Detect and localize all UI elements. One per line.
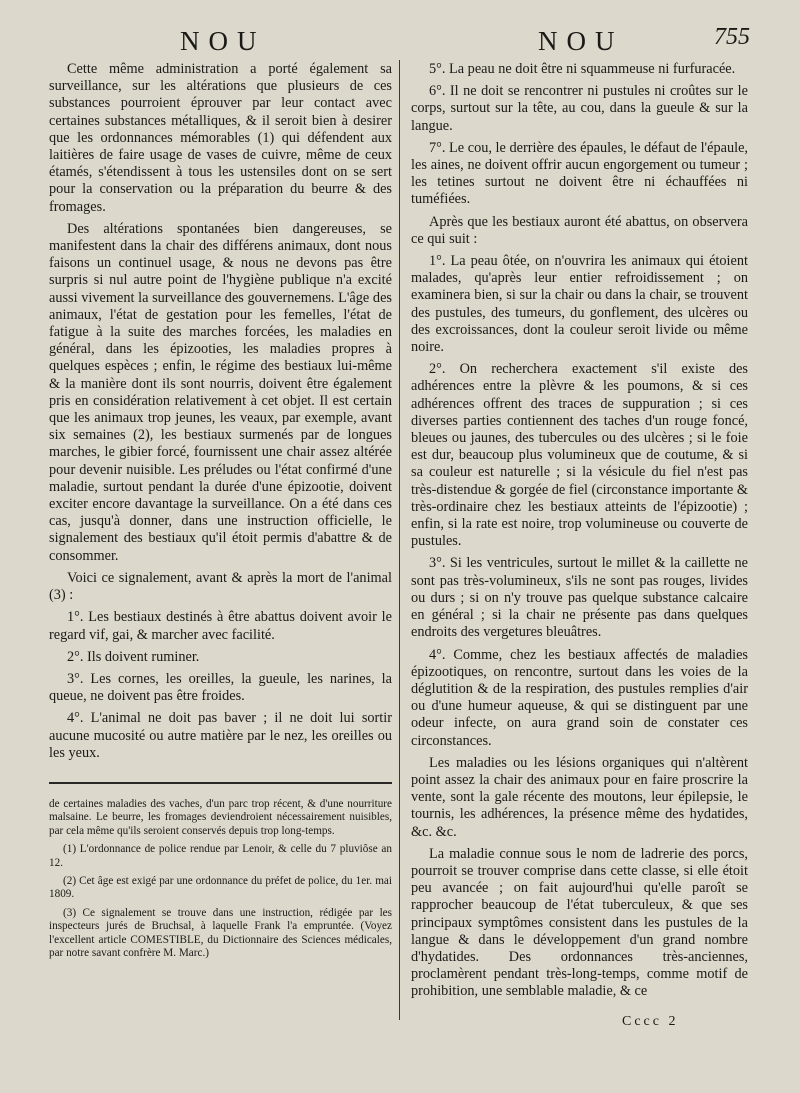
paragraph: Cette même administration a porté également sa surveillance, sur les altérations que plusieurs de ces substances pourroient éprouver par leur contact avec certaines substances métalliques, & il seroit bien à desirer que les ordonnances mémorables (1) qui défendent aux laitières de faire usage de vases de cuivre, même de ceux étamés, s'étendissent à tous les ustensiles dont on se sert pour la conservation ou la préparation du beurre & des fromages. — [49, 61, 392, 215]
running-head-right: NOU — [538, 26, 624, 56]
paragraph: 5°. La peau ne doit être ni squammeuse ni furfuracée. — [429, 61, 736, 77]
printer-signature: Cccc 2 — [622, 1014, 679, 1029]
paragraph: La maladie connue sous le nom de ladrerie des porcs, pourroit se trouver comprise dans cette classe, si elle étoit peu avancée ; on fait aujourd'hui qu'elle paroît se rapprocher beaucoup de l'état tuberculeux, & que ses principaux symptômes consistent dans les pustules de la langue & dans le développement d'un grand nombre d'hydatides. Des ordonnances très-anciennes, proclamèrent pendant très-long-temps, comme motif de prohibition, une semblable maladie, & ce — [411, 845, 748, 1000]
paragraph: 3°. Les cornes, les oreilles, la gueule, les narines, la queue, ne doivent pas être froides. — [49, 670, 392, 705]
paragraph: 3°. Si les ventricules, surtout le millet & la caillette ne sont pas très-volumineux, s'ils ne sont pas rouges, livides ou durs ; si on n'y trouve pas quelque substance calcaire en général ; si la chair ne présente pas dans quelques endroits des vergetures bleuâtres. — [411, 555, 748, 641]
paragraph: 4°. Comme, chez les bestiaux affectés de maladies épizootiques, on rencontre, surtout dans les voies de la déglutition & de la respiration, des pustules remplies d'air ou d'une humeur aqueuse, & qui se distinguent par une odeur infecte, on aura grand soin de constater ces circonstances. — [411, 646, 748, 749]
right-column — [411, 61, 748, 1006]
paragraph: Les maladies ou les lésions organiques qui n'altèrent point assez la chair des animaux pour en faire proscrire la vente, sont la gale récente des moutons, leur épilepsie, le tournis, les adhérences, la présence même des hydatides, &c. &c. — [411, 754, 748, 840]
footnote: (1) L'ordonnance de police rendue par Lenoir, & celle du 7 pluviôse an 12. — [49, 843, 392, 869]
paragraph: 7°. Le cou, le derrière des épaules, le défaut de l'épaule, les aines, ne doivent offrir aucun engorgement ou tumeur ; les tetines surtout ne doivent être ni échauffées ni tuméfiées. — [411, 139, 748, 208]
paragraph: Voici ce signalement, avant & après la mort de l'animal (3) : — [49, 569, 392, 604]
running-head-left: NOU — [180, 26, 266, 56]
column-divider — [399, 60, 400, 1020]
paragraph: 1°. La peau ôtée, on n'ouvrira les animaux qui étoient malades, qu'après leur entier refroidissement ; on examinera bien, si sur la chair ou dans la chair, se trouvent des pustules, des tumeurs, du gonflement, des ulcères ou des excroissances, dont la couleur seroit livide ou même noire. — [411, 253, 748, 356]
paragraph: Après que les bestiaux auront été abattus, on observera ce qui suit : — [411, 213, 748, 247]
footnote: (2) Cet âge est exigé par une ordonnance du préfet de police, du 1er. mai 1809. — [49, 874, 392, 901]
paragraph: 2°. On recherchera exactement s'il existe des adhérences entre la plèvre & les poumons, & si ces adhérences offrent des traces de suppuration ; si ces diverses parties contiennent des taches d'un rouge foncé, bleues ou jaunes, des tubercules ou des ulcères ; si le foie est dur, beaucoup plus volumineux que de coutume, & si sa couleur est naturelle ; si la vésicule du fiel n'est pas très-distendue & gorgée de fiel (circonstance importante & très-ordinaire chez les bestiaux atteints de l'épizootie) ; enfin, si la rate est noire, trop volumineuse ou couverte de pustules. — [411, 361, 748, 550]
footnotes — [49, 798, 392, 960]
paragraph: 6°. Il ne doit se rencontrer ni pustules ni croûtes sur le corps, surtout sur la tête, au cou, dans la gueule & sur la langue. — [411, 83, 748, 134]
paragraph: 4°. L'animal ne doit pas baver ; il ne doit lui sortir aucune mucosité ou autre matière par le nez, les oreilles ou les yeux. — [49, 710, 392, 761]
paragraph: 1°. Les bestiaux destinés à être abattus doivent avoir le regard vif, gai, & marcher avec facilité. — [49, 609, 392, 643]
page-number: 755 — [714, 24, 750, 50]
footnote: de certaines maladies des vaches, d'un parc trop récent, & d'une nourriture malsaine. Le beurre, les fromages deviendroient nécessairement nuisibles, par cela même qu'ils seroient conservés depuis trop long-temps. — [49, 797, 392, 837]
paragraph: Des altérations spontanées bien dangereuses, se manifestent dans la chair des différens animaux, dont nous faisons un continuel usage, & nous ne devons pas être surpris si nul autre point de l'hygiène publique n'a excité aussi vivement la surveillance des gouvernemens. L'âge des animaux, l'état de gestation pour les femelles, l'état de fatigue à la suite des marches forcées, les maladies en général, dans les épizooties, les maladies propres à quelques espèces ; enfin, le régime des bestiaux lui-même & la manière dont ils sont nourris, doivent être également pris en considération relativement à cet objet. Il est certain que les animaux trop jeunes, les veaux, par exemple, avant six semaines (2), les bestiaux surmenés par de longues marches, le gibier forcé, fournissent une chair assez altérée pour devenir nuisible. Les préludes ou l'état confirmé d'une maladie, surtout pendant la durée d'une épizootie, doivent exciter encore davantage la surveillance. On a été dans ces cas, jusqu'à donner, dans une instruction officielle, le signalement des bestiaux qu'il étoit permis d'abattre & de consommer. — [49, 220, 392, 564]
footnote: (3) Ce signalement se trouve dans une instruction, rédigée par les inspecteurs jurés de Bruchsal, à laquelle Frank l'a empruntée. (Voyez l'excellent article COMESTIBLE, du Dictionnaire des Sciences médicales, par notre savant confrère M. Marc.) — [49, 906, 392, 959]
paragraph: 2°. Ils doivent ruminer. — [67, 648, 200, 665]
left-column — [49, 61, 392, 965]
footnote-rule — [49, 782, 392, 784]
